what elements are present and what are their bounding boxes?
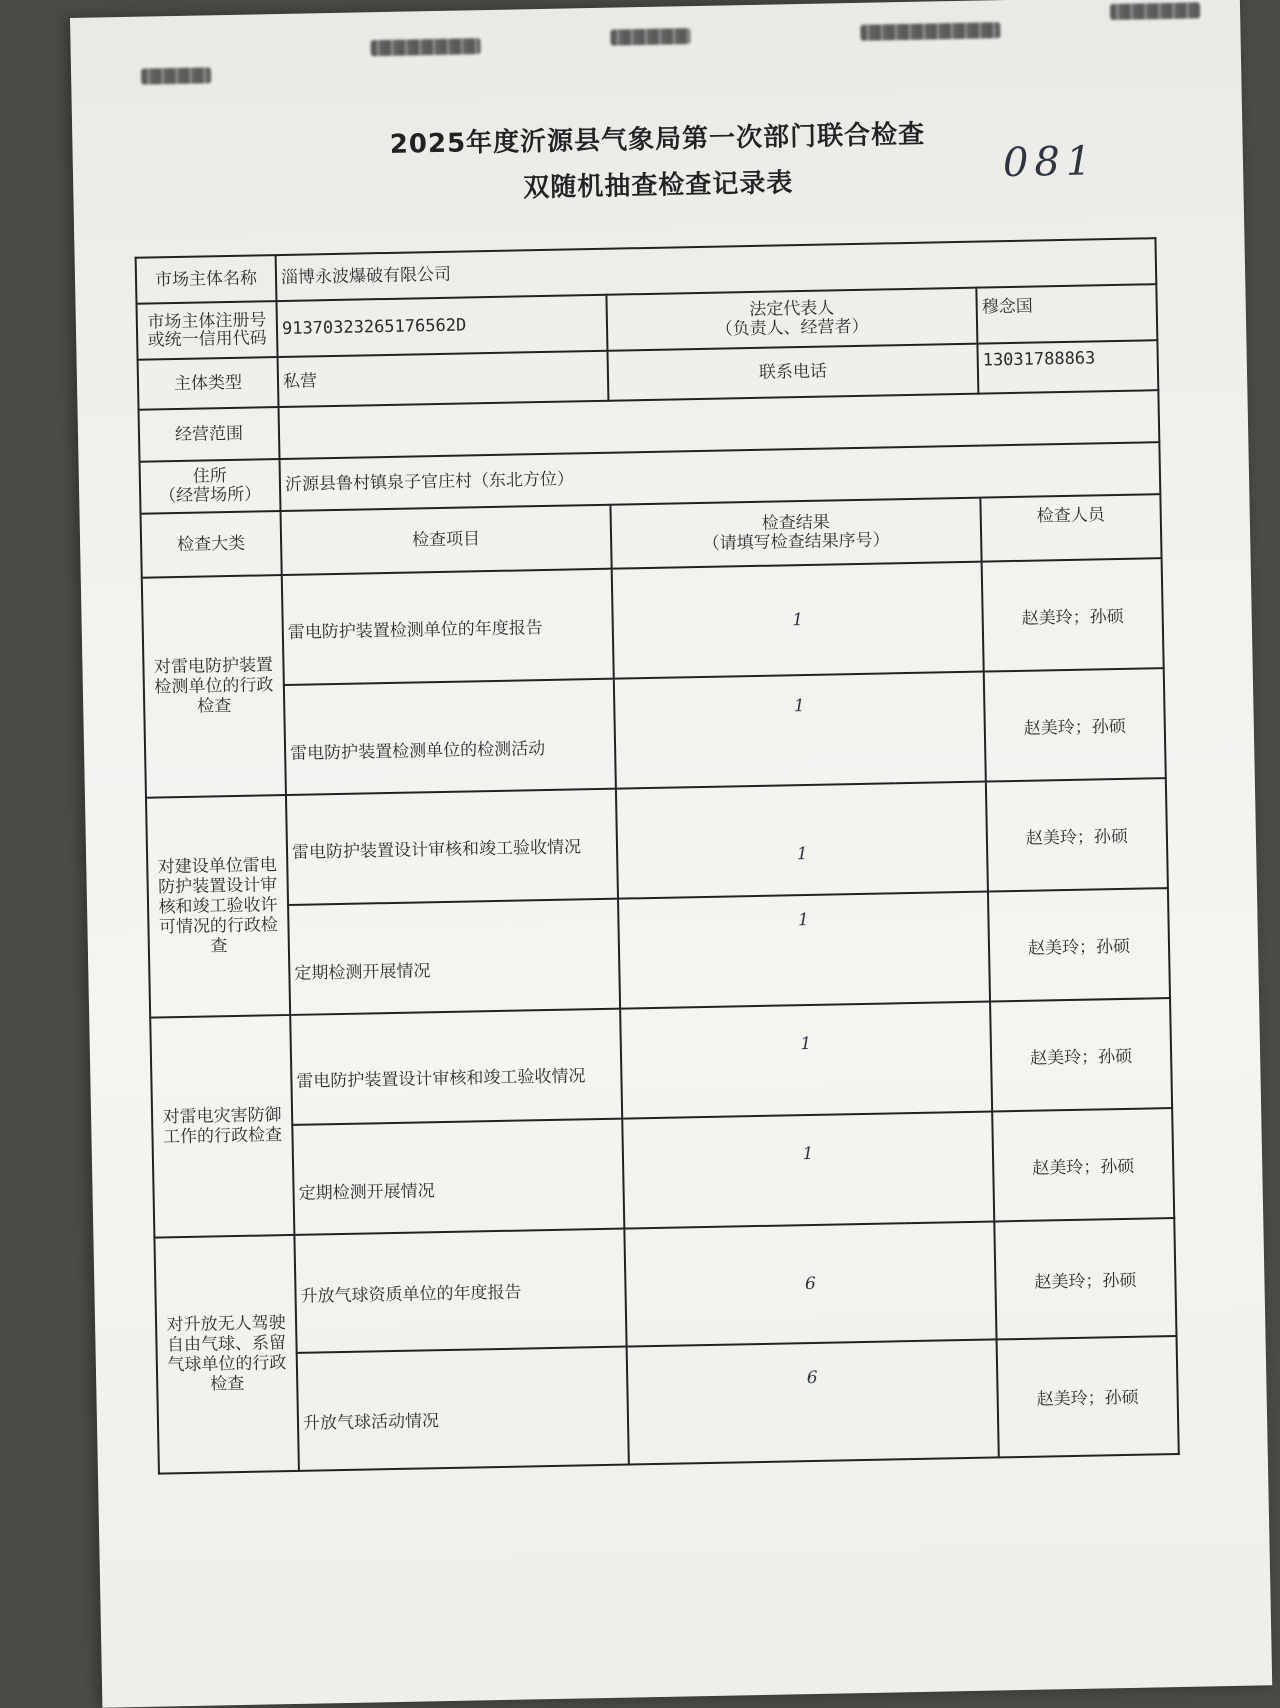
header-inspector: 检查人员 [980, 494, 1161, 561]
item-cell: 升放气球活动情况 [297, 1347, 629, 1471]
address-label-cell [140, 459, 281, 514]
address-label: 住所 [192, 466, 228, 487]
inspector-cell: 赵美玲；孙硕 [997, 1336, 1179, 1457]
entity-name-label: 市场主体名称 [136, 255, 277, 304]
address-value: 沂源县鲁村镇泉子官庄村（东北方位） [280, 442, 1161, 511]
handwritten-number: 081 [1002, 138, 1098, 187]
inspector-cell: 赵美玲；孙硕 [992, 1108, 1174, 1221]
result-cell: 1 [614, 672, 986, 789]
result-cell: 1 [622, 1111, 994, 1228]
item-cell: 升放气球资质单位的年度报告 [294, 1229, 626, 1353]
table-row [148, 888, 1170, 1018]
redaction-mark [1110, 2, 1200, 20]
inspection-record-table [135, 237, 1180, 1474]
entity-type-label: 主体类型 [138, 357, 279, 410]
category-cell: 对雷电灾害防御工作的行政检查 [150, 1015, 294, 1238]
legal-rep-label: 法定代表人 [749, 298, 835, 321]
redaction-mark [370, 38, 480, 56]
table-row [154, 1218, 1176, 1356]
item-cell: 雷电防护装置设计审核和竣工验收情况 [290, 1009, 622, 1125]
item-cell: 雷电防护装置检测单位的检测活动 [284, 679, 616, 795]
header-result: 检查结果 [761, 512, 831, 534]
form-title-line2: 双随机抽查检查记录表 [523, 168, 794, 204]
table-row [146, 778, 1168, 908]
scope-label: 经营范围 [139, 407, 280, 462]
redaction-mark [141, 67, 211, 84]
reg-code-label: 市场主体注册号或统一信用代码 [136, 301, 277, 360]
table-row [142, 558, 1164, 688]
result-cell: 6 [627, 1339, 999, 1464]
result-cell: 1 [620, 1002, 992, 1119]
item-cell: 定期检测开展情况 [288, 899, 620, 1015]
phone-label: 联系电话 [607, 344, 978, 401]
table-row [144, 668, 1166, 798]
category-cell: 对雷电防护装置检测单位的行政检查 [142, 575, 286, 798]
legal-rep-value: 穆念国 [976, 284, 1157, 343]
header-result-cell [610, 498, 981, 569]
result-cell: 1 [616, 782, 988, 899]
item-cell: 定期检测开展情况 [292, 1119, 624, 1235]
result-cell: 1 [612, 562, 984, 679]
inspector-cell: 赵美玲；孙硕 [988, 888, 1170, 1001]
inspector-cell: 赵美玲；孙硕 [984, 668, 1166, 781]
reg-code-value: 91370323265176562D [276, 295, 607, 357]
inspector-cell: 赵美玲；孙硕 [994, 1218, 1176, 1339]
inspector-cell: 赵美玲；孙硕 [986, 778, 1168, 891]
table-row [157, 1336, 1179, 1474]
header-result-sub: （请填写检查结果序号） [702, 530, 890, 554]
phone-value: 13031788863 [977, 340, 1158, 393]
item-cell: 雷电防护装置设计审核和竣工验收情况 [286, 789, 618, 905]
paper-sheet [70, 0, 1272, 1708]
item-cell: 雷电防护装置检测单位的年度报告 [282, 569, 614, 685]
entity-type-value: 私营 [278, 351, 609, 407]
inspector-cell: 赵美玲；孙硕 [982, 558, 1164, 671]
category-cell: 对升放无人驾驶自由气球、系留气球单位的行政检查 [154, 1235, 299, 1474]
entity-name-value: 淄博永波爆破有限公司 [276, 238, 1157, 301]
result-cell: 6 [624, 1221, 996, 1346]
table-row [152, 1108, 1174, 1238]
legal-rep-sub: （负责人、经营者） [715, 316, 869, 340]
header-item: 检查项目 [281, 505, 612, 575]
category-cell: 对建设单位雷电防护装置设计审核和竣工验收许可情况的行政检查 [146, 795, 290, 1018]
table-row [150, 998, 1172, 1128]
legal-rep-label-cell [606, 288, 977, 351]
redaction-mark [860, 22, 1000, 41]
address-sub: （经营场所） [159, 484, 262, 507]
inspector-cell: 赵美玲；孙硕 [990, 998, 1172, 1111]
header-category: 检查大类 [141, 511, 282, 578]
form-title-line1: 2025年度沂源县气象局第一次部门联合检查 [389, 119, 926, 160]
redaction-mark [610, 28, 690, 46]
result-cell: 1 [618, 892, 990, 1009]
